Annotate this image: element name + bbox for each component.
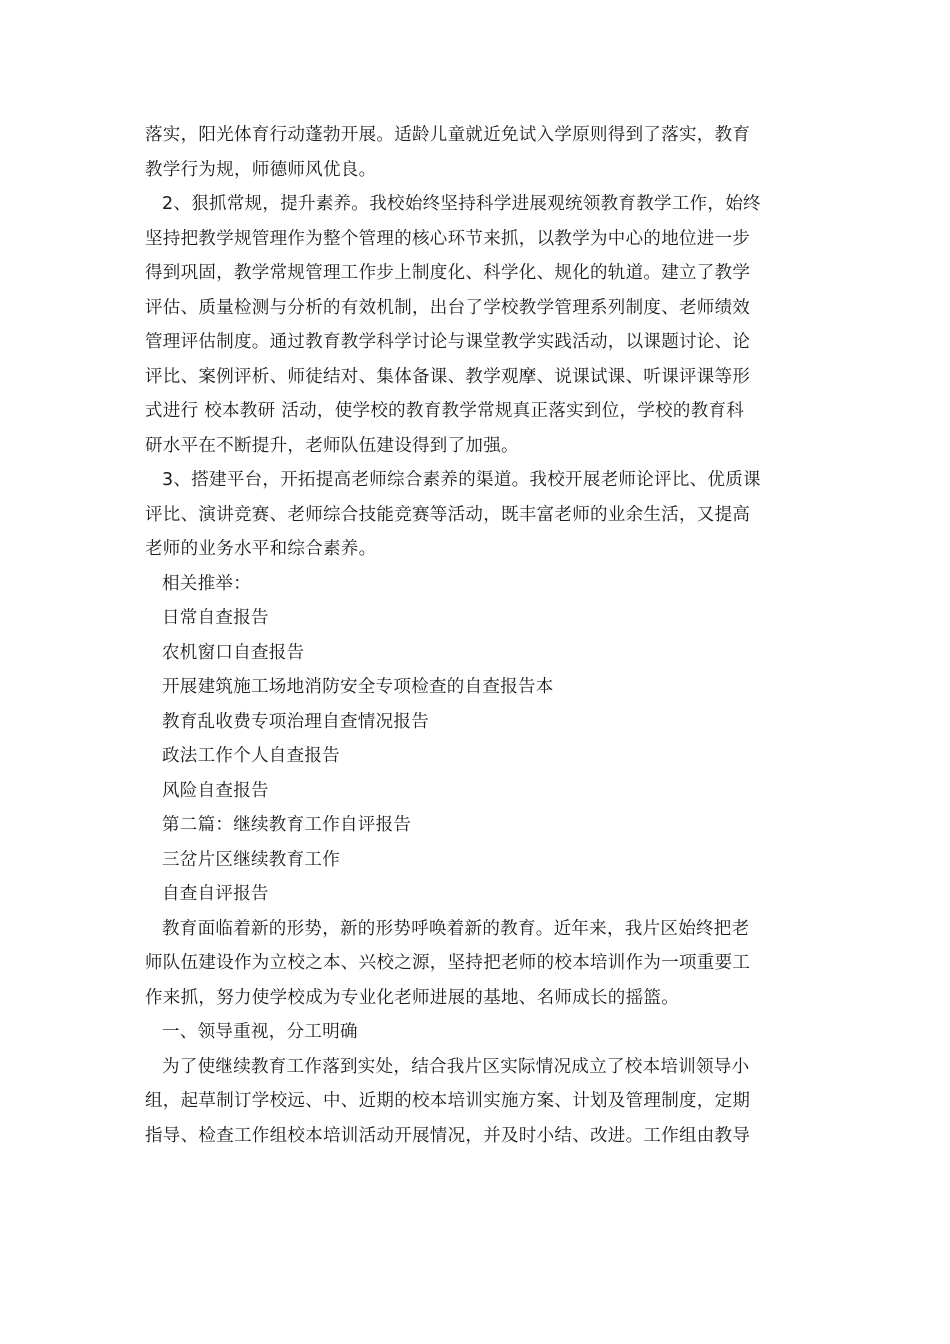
text-line: 自查自评报告 — [162, 884, 269, 904]
text-line: 指导、检查工作组校本培训活动开展情况，并及时小结、改进。工作组由教导 — [145, 1125, 751, 1146]
text-line: 2、狠抓常规，提升素养。我校始终坚持科学进展观统领教育教学工作，始终 — [162, 194, 761, 214]
text-line: 老师的业务水平和综合素养。 — [145, 539, 377, 559]
text-line: 政法工作个人自查报告 — [162, 746, 340, 766]
text-line: 教学行为规，师德师风优良。 — [145, 159, 377, 180]
text-line: 第二篇：继续教育工作自评报告 — [162, 815, 412, 835]
text-line: 得到巩固，教学常规管理工作步上制度化、科学化、规化的轨道。建立了教学 — [145, 263, 751, 283]
text-line: 评估、质量检测与分析的有效机制，出台了学校教学管理系列制度、老师绩效 — [145, 297, 751, 318]
text-line: 评比、案例评析、师徒结对、集体备课、教学观摩、说课试课、听课评课等形 — [145, 366, 751, 387]
text-line: 式进行 校本教研 活动，使学校的教育教学常规真正落实到位，学校的教育科 — [145, 401, 745, 421]
text-line: 作来抓，努力使学校成为专业化老师进展的基地、名师成长的摇篮。 — [145, 987, 679, 1008]
text-line: 农机窗口自查报告 — [162, 642, 305, 663]
text-line: 为了使继续教育工作落到实处，结合我片区实际情况成立了校本培训领导小 — [162, 1056, 750, 1077]
text-line: 师队伍建设作为立校之本、兴校之源，坚持把老师的校本培训作为一项重要工 — [145, 953, 751, 973]
text-line: 教育面临着新的形势，新的形势呼唤着新的教育。近年来，我片区始终把老 — [162, 918, 750, 939]
text-line: 风险自查报告 — [162, 780, 269, 801]
text-line: 坚持把教学规管理作为整个管理的核心环节来抓，以教学为中心的地位进一步 — [145, 228, 751, 249]
text-line: 开展建筑施工场地消防安全专项检查的自查报告本 — [162, 677, 554, 697]
text-line: 落实，阳光体育行动蓬勃开展。适龄儿童就近免试入学原则得到了落实，教育 — [145, 125, 751, 145]
text-line: 一、领导重视，分工明确 — [162, 1022, 358, 1042]
text-line: 相关推举： — [162, 573, 251, 594]
text-line: 教育乱收费专项治理自查情况报告 — [162, 711, 429, 732]
text-line: 组，起草制订学校远、中、近期的校本培训实施方案、计划及管理制度，定期 — [145, 1091, 751, 1111]
text-line: 研水平在不断提升，老师队伍建设得到了加强。 — [145, 435, 519, 456]
text-line: 评比、演讲竞赛、老师综合技能竞赛等活动，既丰富老师的业余生活，又提高 — [145, 504, 751, 525]
text-line: 3、搭建平台，开拓提高老师综合素养的渠道。我校开展老师论评比、优质课 — [162, 470, 761, 490]
text-line: 日常自查报告 — [162, 608, 269, 628]
document-body — [145, 118, 810, 1153]
text-line: 三岔片区继续教育工作 — [162, 849, 340, 870]
text-line: 管理评估制度。通过教育教学科学讨论与课堂教学实践活动，以课题讨论、论 — [145, 332, 751, 352]
